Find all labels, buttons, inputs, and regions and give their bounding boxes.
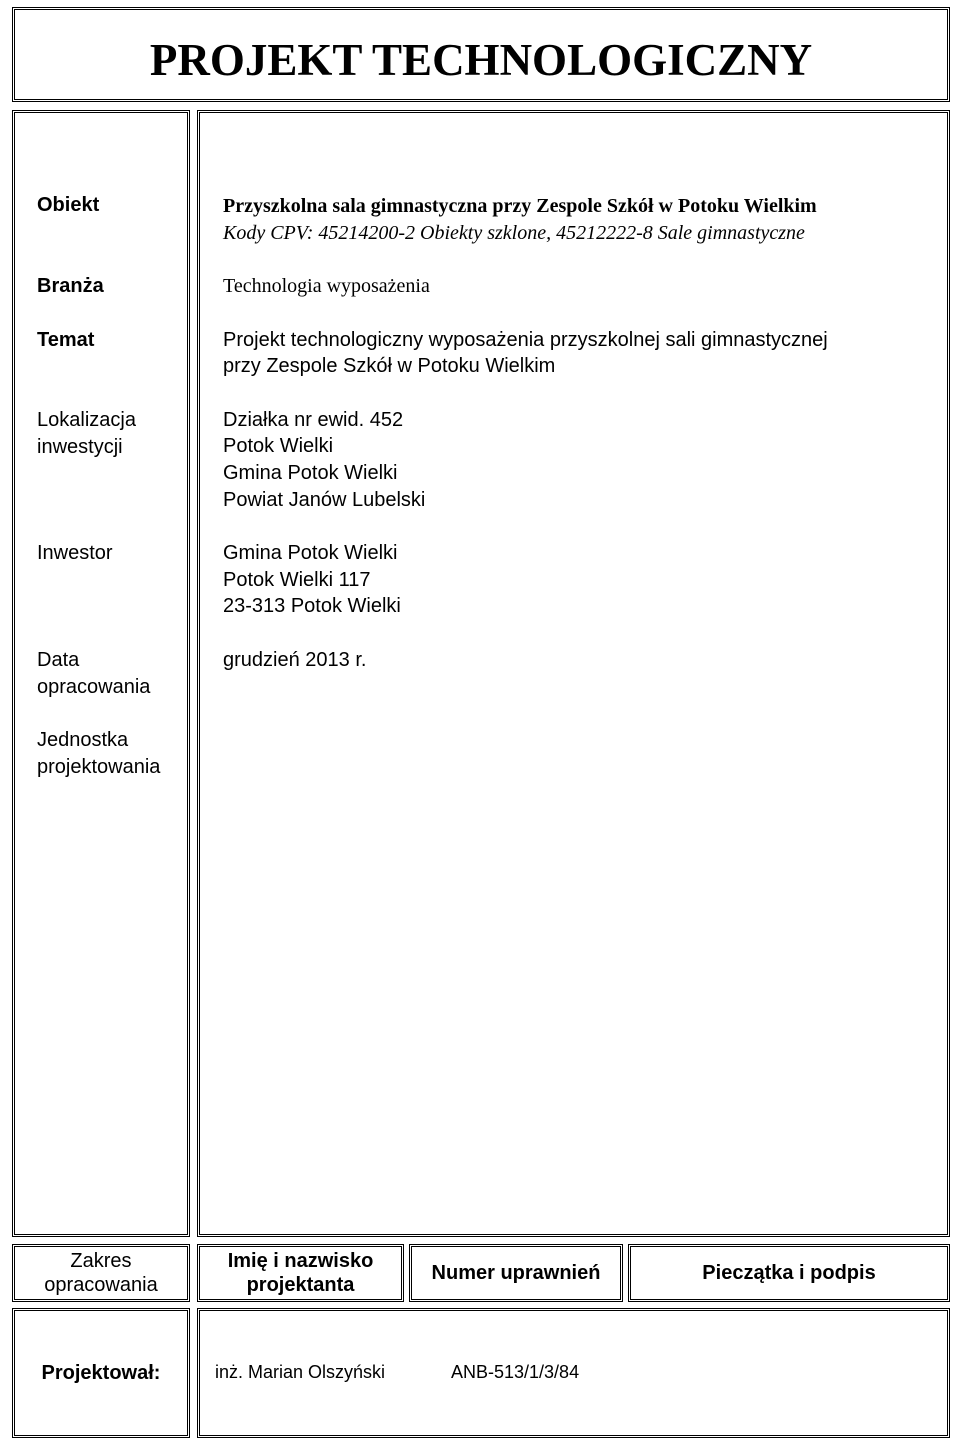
- row-name: inż. Marian Olszyński: [215, 1362, 386, 1382]
- row-number: ANB-513/1/3/84: [451, 1362, 580, 1382]
- header-pieczatka: Pieczątka i podpis: [628, 1244, 950, 1302]
- value-obiekt-name: Przyszkolna sala gimnastyczna przy Zespole Szkół w Potoku Wielkim: [223, 195, 817, 217]
- header-zakres-line2: opracowania: [44, 1274, 158, 1296]
- value-obiekt-cpv: Kody CPV: 45214200-2 Obiekty szklone, 45212222-8 Sale gimnastyczne: [223, 222, 805, 244]
- row-role: Projektował:: [12, 1308, 190, 1438]
- title-box: [12, 7, 950, 102]
- label-data-2: opracowania: [37, 676, 151, 698]
- label-data-1: Data: [37, 649, 80, 671]
- label-temat: Temat: [37, 329, 95, 351]
- value-lokalizacja-2: Potok Wielki: [223, 435, 334, 457]
- value-inwestor-3: 23-313 Potok Wielki: [223, 595, 401, 617]
- value-lokalizacja-1: Działka nr ewid. 452: [223, 409, 404, 431]
- label-lokalizacja-1: Lokalizacja: [37, 409, 136, 431]
- header-numer: Numer uprawnień: [409, 1244, 623, 1302]
- header-imie-line2: projektanta: [246, 1274, 355, 1296]
- header-zakres: [12, 1244, 190, 1302]
- value-data: grudzień 2013 r.: [223, 649, 367, 671]
- header-imie: [197, 1244, 404, 1302]
- value-inwestor-2: Potok Wielki 117: [223, 569, 371, 591]
- label-branza: Branża: [37, 275, 104, 297]
- label-jednostka-2: projektowania: [37, 756, 161, 778]
- value-lokalizacja-3: Gmina Potok Wielki: [223, 462, 398, 484]
- header-zakres-line1: Zakres: [70, 1250, 132, 1272]
- label-obiekt: Obiekt: [37, 194, 100, 216]
- label-lokalizacja-2: inwestycji: [37, 436, 123, 458]
- header-imie-line1: Imię i nazwisko: [227, 1250, 374, 1272]
- value-temat-2: przy Zespole Szkół w Potoku Wielkim: [223, 355, 556, 377]
- label-jednostka-1: Jednostka: [37, 729, 129, 751]
- value-temat-1: Projekt technologiczny wyposażenia przyszkolnej sali gimnastycznej: [223, 329, 828, 351]
- label-inwestor: Inwestor: [37, 542, 113, 564]
- page-title: PROJEKT TECHNOLOGICZNY: [149, 35, 813, 85]
- value-inwestor-1: Gmina Potok Wielki: [223, 542, 398, 564]
- value-branza: Technologia wyposażenia: [223, 275, 430, 297]
- value-lokalizacja-4: Powiat Janów Lubelski: [223, 489, 426, 511]
